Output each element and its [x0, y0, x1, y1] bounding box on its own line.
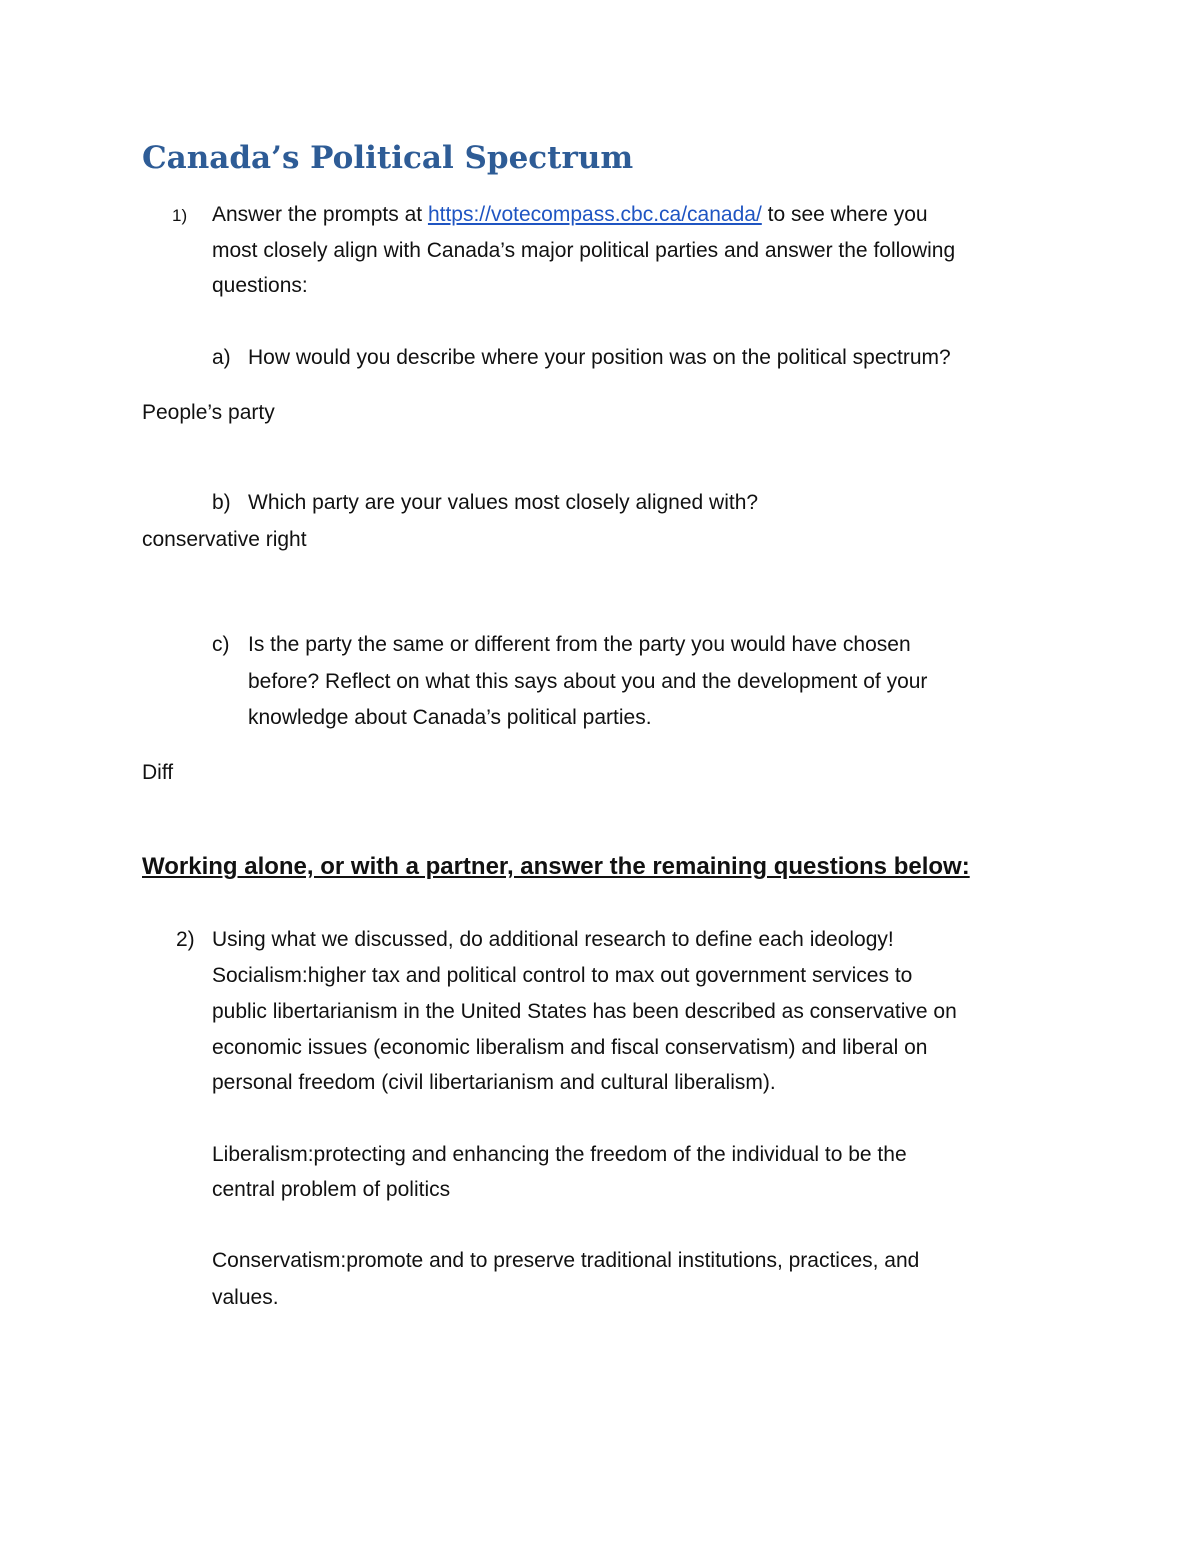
question-c-line-1: Is the party the same or different from the party you would have chosen: [248, 633, 911, 656]
votecompass-link[interactable]: https://votecompass.cbc.ca/canada/: [427, 203, 762, 226]
question-b-text: Which party are your values most closely aligned with?: [248, 491, 759, 514]
socialism-line-2: public libertarianism in the United States has been described as conservative on: [212, 1000, 957, 1023]
question-c-label: c): [212, 633, 230, 656]
section-heading: Working alone, or with a partner, answer the remaining questions below:: [142, 853, 970, 880]
answer-a: People’s party: [142, 401, 275, 424]
question-1-line-2: most closely align with Canada’s major political parties and answer the following: [212, 239, 956, 262]
liberalism-line-2: central problem of politics: [212, 1178, 451, 1201]
conservatism-line-2: values.: [212, 1286, 279, 1309]
socialism-line-1: Socialism:higher tax and political control to max out government services to: [212, 964, 913, 987]
question-1-line-3: questions:: [212, 274, 308, 297]
socialism-line-3: economic issues (economic liberalism and fiscal conservatism) and liberal on: [212, 1036, 928, 1059]
question-2-number: 2): [176, 928, 195, 951]
answer-b: conservative right: [142, 528, 307, 551]
question-1-number: 1): [172, 206, 188, 225]
question-1-text-before-link: Answer the prompts at: [212, 203, 428, 226]
page-title: Canada’s Political Spectrum: [142, 140, 634, 176]
liberalism-line-1: Liberalism:protecting and enhancing the freedom of the individual to be the: [212, 1143, 907, 1166]
conservatism-line-1: Conservatism:promote and to preserve traditional institutions, practices, and: [212, 1249, 920, 1272]
question-2-line-1: Using what we discussed, do additional research to define each ideology!: [212, 928, 894, 951]
question-1-text-after-link: to see where you: [761, 203, 928, 226]
answer-c: Diff: [142, 761, 174, 784]
socialism-line-4: personal freedom (civil libertarianism and cultural liberalism).: [212, 1071, 776, 1094]
question-a-text: How would you describe where your position was on the political spectrum?: [248, 346, 951, 369]
question-b-label: b): [212, 491, 231, 514]
question-c-line-3: knowledge about Canada’s political parties.: [248, 706, 652, 729]
question-1-line-1: [212, 197, 928, 233]
question-a-label: a): [212, 346, 231, 369]
question-c-line-2: before? Reflect on what this says about you and the development of your: [248, 670, 928, 693]
